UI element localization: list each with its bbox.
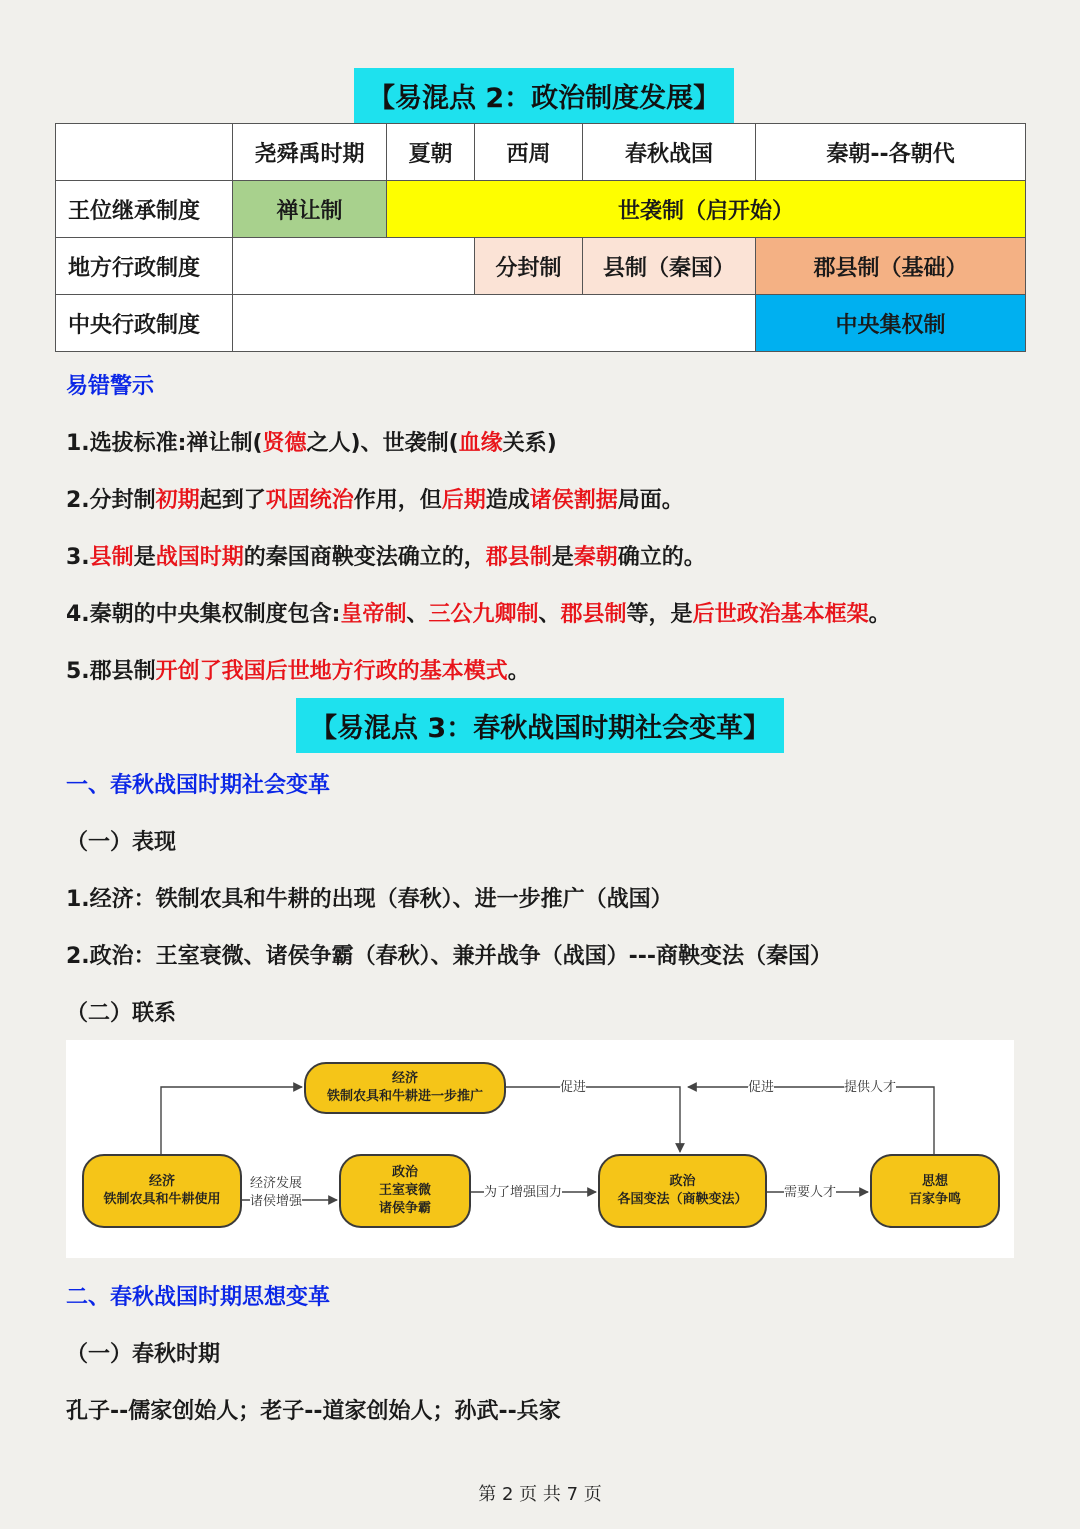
label-provide-talent: 提供人才 — [844, 1080, 897, 1095]
section3-title: 【易混点 3：春秋战国时期社会变革】 — [296, 698, 784, 753]
note-2: 2.分封制初期起到了巩固统治作用，但后期造成诸侯割据局面。 — [66, 488, 684, 513]
note-4: 4.秦朝的中央集权制度包含:皇帝制、三公九卿制、郡县制等，是后世政治基本框架。 — [66, 602, 891, 627]
corner-cell — [56, 124, 233, 181]
subheading-performance: （一）表现 — [66, 830, 177, 855]
paragraph-politics: 2.政治：王室衰微、诸侯争霸（春秋）、兼并战争（战国）---商鞅变法（秦国） — [66, 944, 833, 969]
label-promote-2: 促进 — [748, 1080, 775, 1095]
table-row — [56, 181, 1026, 238]
heading-thought-change: 二、春秋战国时期思想变革 — [66, 1285, 331, 1310]
label-econ-dev: 经济发展 — [250, 1176, 303, 1191]
node-politics-reform: 政治 各国变法（商鞅变法） — [598, 1154, 767, 1228]
connection-flowchart — [66, 1040, 1014, 1258]
arrow-top-to-c — [506, 1087, 680, 1152]
cell-fenfeng: 分封制 — [475, 238, 583, 295]
section2-title: 【易混点 2：政治制度发展】 — [354, 68, 734, 123]
table-row — [56, 295, 1026, 352]
col-header: 尧舜禹时期 — [233, 124, 387, 181]
arrow-a-to-top — [161, 1087, 302, 1156]
page-footer: 第 2 页 共 7 页 — [478, 1484, 602, 1505]
row-header: 地方行政制度 — [56, 238, 233, 295]
political-system-table — [55, 123, 1026, 352]
arrow-d-to-junction — [688, 1087, 934, 1154]
subheading-connection: （二）联系 — [66, 1001, 177, 1026]
row-header: 中央行政制度 — [56, 295, 233, 352]
note-1: 1.选拔标准:禅让制(贤德之人)、世袭制(血缘关系) — [66, 431, 557, 456]
table-row — [56, 238, 1026, 295]
paragraph-economy: 1.经济：铁制农具和牛耕的出现（春秋）、进一步推广（战国） — [66, 887, 673, 912]
label-need-talent: 需要人才 — [784, 1185, 837, 1200]
node-thought: 思想 百家争鸣 — [870, 1154, 1000, 1228]
warning-heading: 易错警示 — [66, 374, 155, 399]
note-3: 3.县制是战国时期的秦国商鞅变法确立的，郡县制是秦朝确立的。 — [66, 545, 706, 570]
node-economy-use: 经济 铁制农具和牛耕使用 — [82, 1154, 242, 1228]
col-header: 夏朝 — [387, 124, 475, 181]
col-header: 秦朝--各朝代 — [756, 124, 1026, 181]
subheading-spring-autumn: （一）春秋时期 — [66, 1342, 221, 1367]
col-header: 春秋战国 — [583, 124, 756, 181]
col-header: 西周 — [475, 124, 583, 181]
cell-shanrang: 禅让制 — [233, 181, 387, 238]
node-economy-promote: 经济 铁制农具和牛耕进一步推广 — [304, 1062, 506, 1114]
row-header: 王位继承制度 — [56, 181, 233, 238]
empty-cell — [233, 238, 475, 295]
cell-xianzhi: 县制（秦国） — [583, 238, 756, 295]
table-header-row — [56, 124, 1026, 181]
paragraph-thinkers: 孔子--儒家创始人；老子--道家创始人；孙武--兵家 — [66, 1399, 561, 1424]
empty-cell — [233, 295, 756, 352]
heading-social-change: 一、春秋战国时期社会变革 — [66, 773, 331, 798]
note-5: 5.郡县制开创了我国后世地方行政的基本模式。 — [66, 659, 530, 684]
node-politics-decline: 政治 王室衰微 诸侯争霸 — [339, 1154, 471, 1228]
cell-central: 中央集权制 — [756, 295, 1026, 352]
cell-junxian: 郡县制（基础） — [756, 238, 1026, 295]
cell-shixi: 世袭制（启开始） — [387, 181, 1026, 238]
label-strengthen: 为了增强国力 — [484, 1185, 563, 1200]
label-lords-strong: 诸侯增强 — [250, 1194, 303, 1209]
label-promote-1: 促进 — [560, 1080, 587, 1095]
